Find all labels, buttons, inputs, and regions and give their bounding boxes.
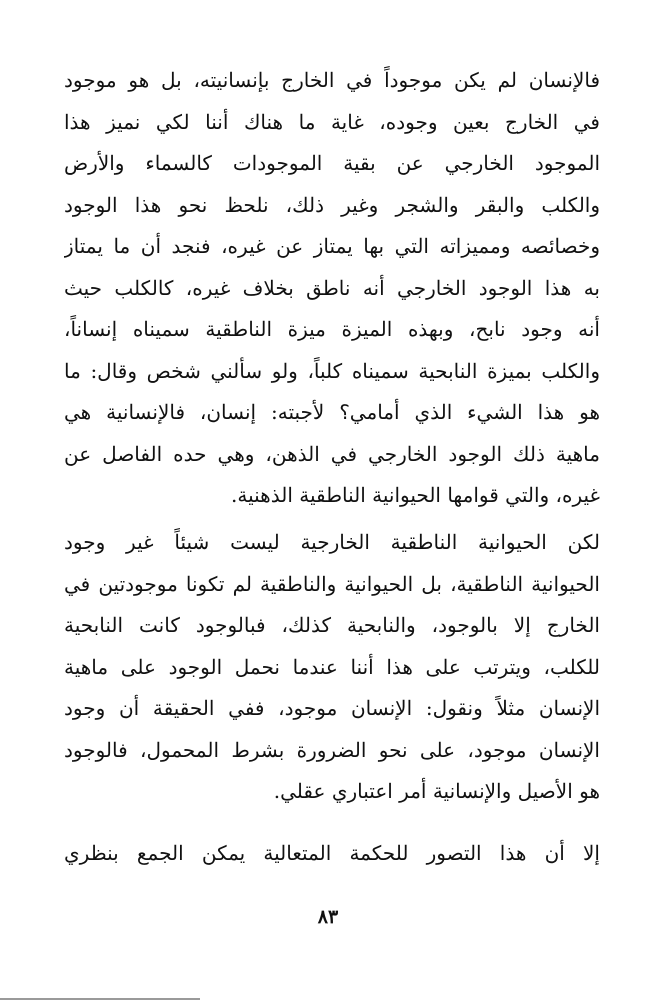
text-line: ماهية ذلك الوجود الخارجي في الذهن، وهي حده الفاصل عن [64, 441, 600, 466]
text-line: أنه وجود نابح، وبهذه الميزة ميزة الناطقية سميناه إنساناً، [64, 317, 600, 341]
text-line: الموجود الخارجي عن بقية الموجودات كالسماء والأرض [64, 151, 600, 175]
paragraph-3 [64, 833, 600, 875]
text-line: الخارج إلا بالوجود، والنابحية كذلك، فبالوجود كانت النابحية [64, 613, 600, 637]
text-line: في الخارج بعين وجوده، غاية ما هناك أننا لكي نميز هذا [64, 109, 600, 134]
text-line: هو الأصيل والإنسانية أمر اعتباري عقلي. [273, 779, 600, 803]
text-line: فالإنسان لم يكن موجوداً في الخارج بإنسانيته، بل هو موجود [64, 68, 600, 92]
text-line: الحيوانية الناطقية، بل الحيوانية والناطقية لم تكونا موجودتين في [64, 571, 600, 596]
paragraph-1 [64, 60, 600, 517]
bottom-rule [0, 998, 200, 1000]
text-line: والكلب والبقر والشجر وغير ذلك، نلحظ نحو هذا الوجود [64, 192, 600, 217]
text-line: هو هذا الشيء الذي أمامي؟ لأجبته: إنسان، فالإنسانية هي [64, 400, 600, 424]
text-line: وخصائصه ومميزاته التي بها يمتاز عن غيره، فنجد أن ما يمتاز [64, 234, 600, 258]
text-line: الإنسان مثلاً ونقول: الإنسان موجود، ففي الحقيقة أن وجود [64, 696, 600, 720]
text-line: به هذا الوجود الخارجي أنه ناطق بخلاف غيره، كالكلب حيث [64, 275, 600, 300]
text-line: والكلب بميزة النابحية سميناه كلباً، ولو سألني شخص وقال: ما [64, 358, 600, 383]
page-number: ٨٣ [317, 906, 339, 928]
paragraph-2 [64, 522, 600, 813]
text-line: إلا أن هذا التصور للحكمة المتعالية يمكن الجمع بنظري [64, 841, 600, 865]
text-line: الإنسان موجود، على نحو الضرورة بشرط المحمول، فالوجود [64, 737, 600, 762]
text-line: لكن الحيوانية الناطقية الخارجية ليست شيئاً غير وجود [64, 530, 600, 554]
text-line: غيره، والتي قوامها الحيوانية الناطقية الذهنية. [231, 483, 600, 507]
text-line: للكلب، ويترتب على هذا أننا عندما نحمل الوجود على ماهية [64, 654, 600, 679]
